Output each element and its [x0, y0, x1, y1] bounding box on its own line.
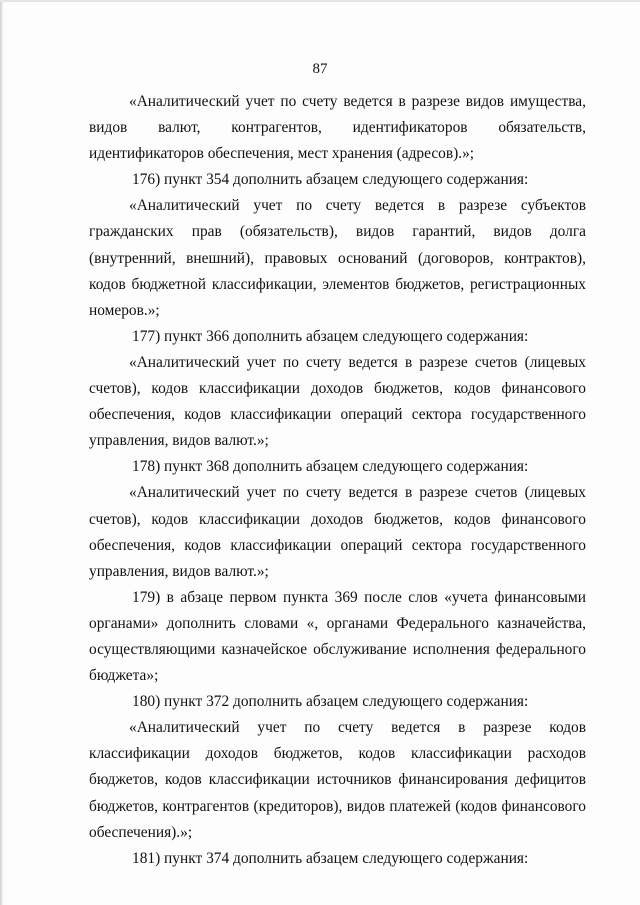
paragraph-quote-4: «Аналитический учет по счету ведется в разрезе счетов (лицевых счетов), кодов классификации доходов бюджетов, кодов финансового обеспечения, кодов классификации операций сектора государственного управления, видов валют.»; [89, 484, 586, 580]
page-number: 87 [312, 61, 328, 77]
paragraph-item-181: 181) пункт 374 дополнить абзацем следующего содержания: [132, 849, 529, 867]
paragraph-quote-5: «Аналитический учет по счету ведется в разрезе кодов классификации доходов бюджетов, кодов классификации расходов бюджетов, кодов классификации источников финансирования дефицитов бюджетов, контрагентов (кредиторов), видов платежей (кодов финансового обеспечения).»; [89, 719, 586, 841]
paragraph-item-179: 179) в абзаце первом пункта 369 после слов «учета финансовыми органами» дополнить словами «, органами Федерального казначейства, осуществляющими казначейское обслуживание исполнения федерального бюджета»; [89, 588, 586, 685]
paragraph-item-177: 177) пункт 366 дополнить абзацем следующего содержания: [132, 327, 529, 345]
paragraph-item-178: 178) пункт 368 дополнить абзацем следующего содержания: [132, 458, 529, 476]
page-left-edge [0, 0, 3, 905]
paragraph-item-176: 176) пункт 354 дополнить абзацем следующего содержания: [132, 171, 529, 189]
document-body [89, 89, 586, 872]
page-top-edge [0, 0, 640, 2]
paragraph-item-180: 180) пункт 372 дополнить абзацем следующего содержания: [132, 693, 529, 711]
paragraph-quote-3: «Аналитический учет по счету ведется в разрезе счетов (лицевых счетов), кодов классификации доходов бюджетов, кодов финансового обеспечения, кодов классификации операций сектора государственного управления, видов валют.»; [89, 353, 586, 450]
paragraph-quote-2: «Аналитический учет по счету ведется в разрезе субъектов гражданских прав (обязательств), видов гарантий, видов долга (внутренний, внешний), правовых оснований (договоров, контрактов), кодов бюджетной классификации, элементов бюджетов, регистрационных номеров.»; [89, 197, 586, 319]
paragraph-quote-1: «Аналитический учет по счету ведется в разрезе видов имущества, видов валют, контрагентов, идентификаторов обязательств, идентификаторов обеспечения, мест хранения (адресов).»; [89, 93, 586, 163]
